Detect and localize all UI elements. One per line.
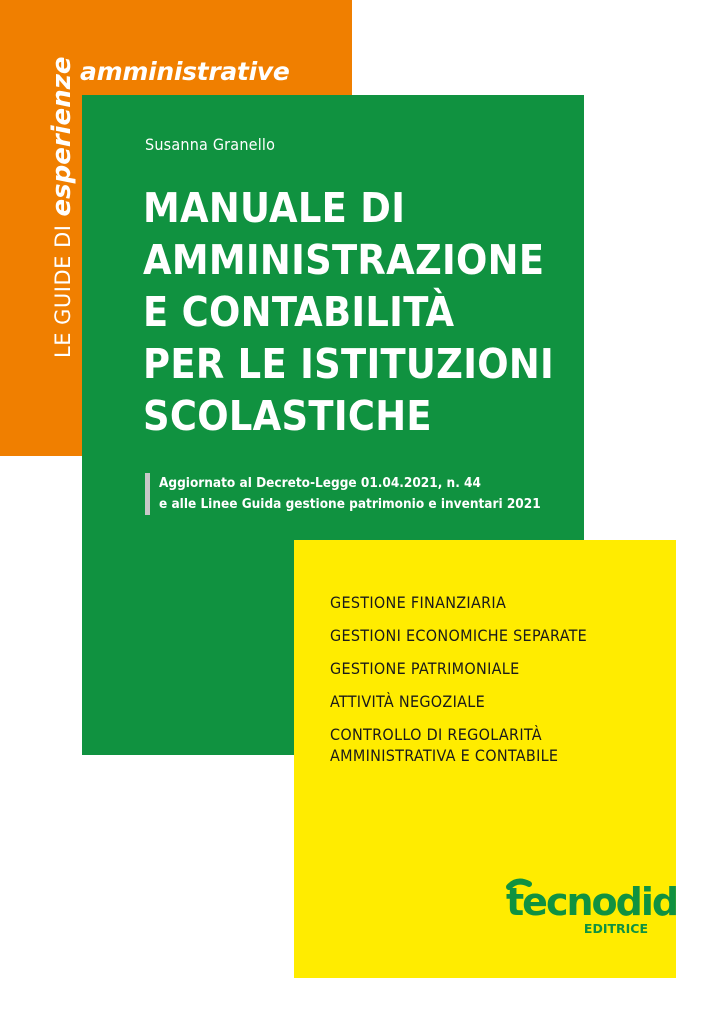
topic-item: ATTIVITÀ NEGOZIALE [330,692,485,711]
publisher-logo [505,877,678,937]
topics-list [330,592,587,778]
topic-item: GESTIONE FINANZIARIA [330,593,507,612]
title-line: MANUALE DI [143,184,406,232]
book-title [143,182,563,442]
publisher-sub: EDITRICE [583,921,648,936]
series-word: esperienze [47,56,77,217]
update-note-bar [145,473,150,515]
topic-item: GESTIONI ECONOMICHE SEPARATE [330,626,588,645]
topic-item: AMMINISTRATIVA E CONTABILE [330,746,559,765]
update-line: e alle Linee Guida gestione patrimonio e inventari 2021 [159,496,541,512]
series-prefix: LE GUIDE DI [51,224,75,358]
update-note [159,473,541,515]
title-line: E CONTABILITÀ [143,288,455,336]
author-name: Susanna Granello [145,135,276,154]
topic-item: CONTROLLO DI REGOLARITÀ [330,725,542,744]
topic-item: GESTIONE PATRIMONIALE [330,659,520,678]
title-line: SCOLASTICHE [143,392,432,440]
publisher-name: tecnodid [506,880,678,924]
update-line: Aggiornato al Decreto-Legge 01.04.2021, n. 44 [159,475,481,491]
title-line: AMMINISTRAZIONE [143,236,545,284]
series-label-vertical [47,57,77,358]
series-top-label: amministrative [80,57,290,86]
title-line: PER LE ISTITUZIONI [143,340,555,388]
